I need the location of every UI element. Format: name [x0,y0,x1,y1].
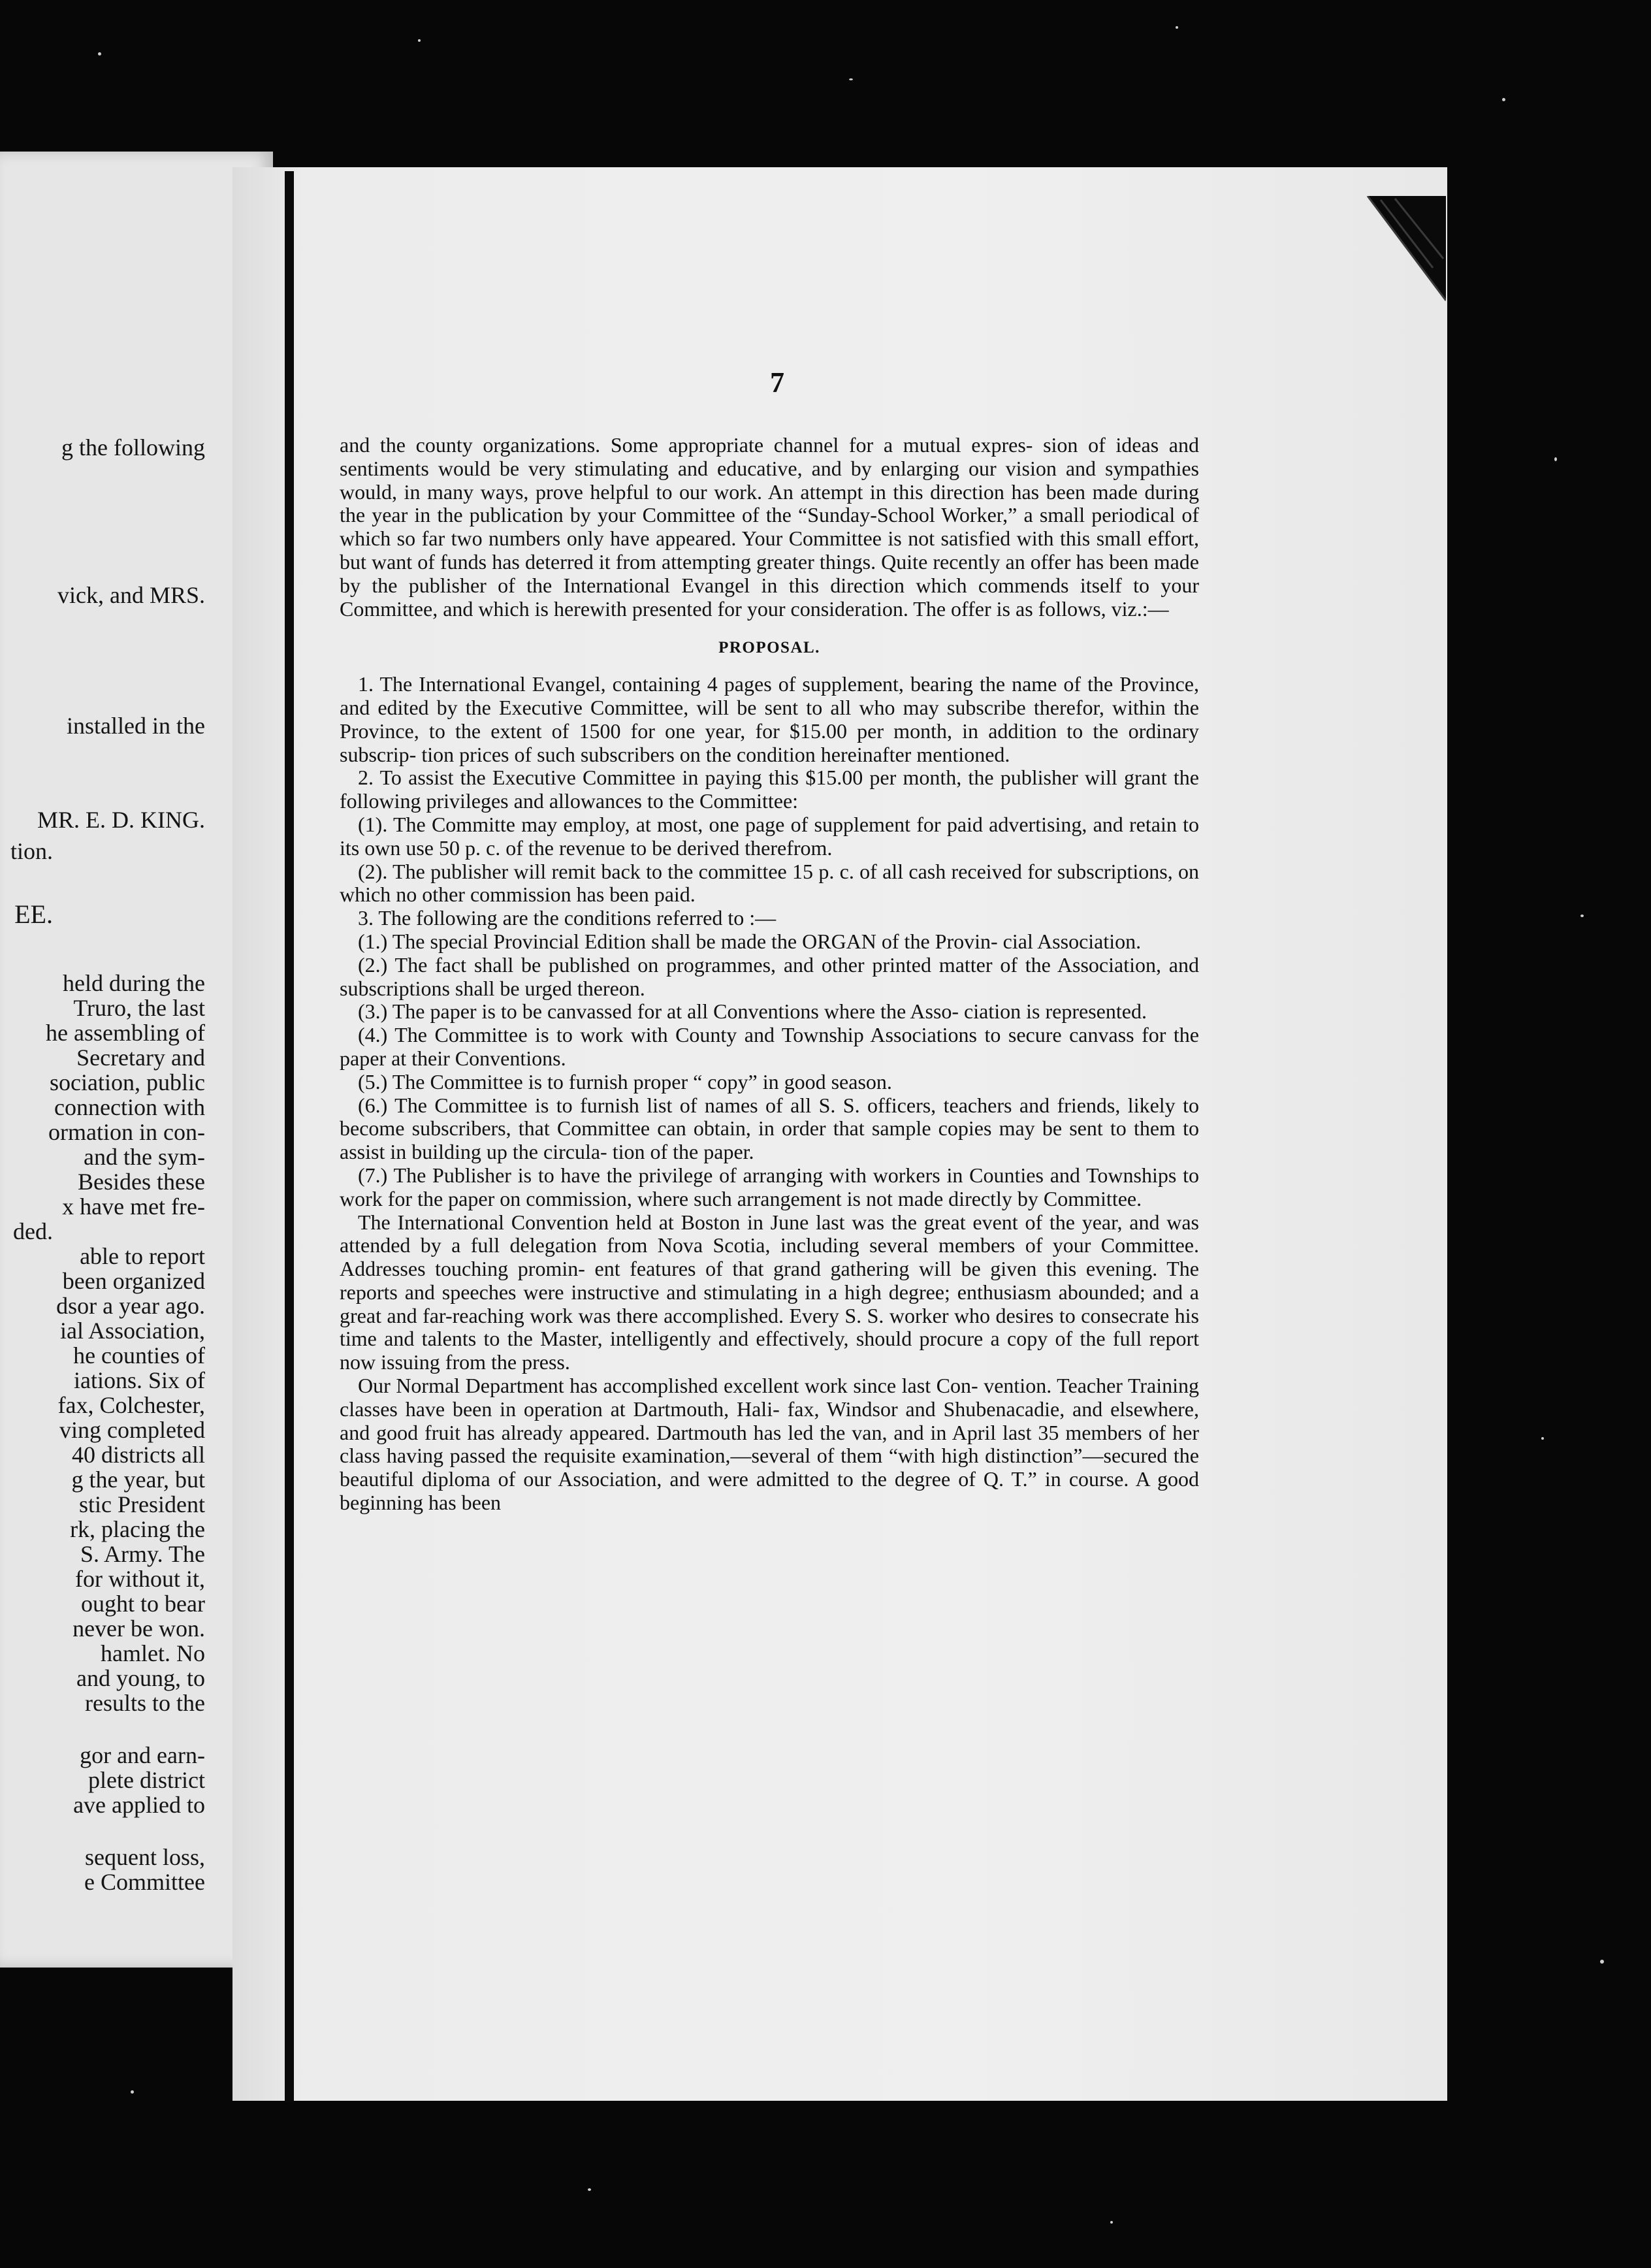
left-line: iations. Six of [73,1367,205,1393]
left-line: connection with [54,1094,205,1120]
left-line: hamlet. No [101,1640,205,1666]
condition-6: (6.) The Committee is to furnish list of names of all S. S. officers, teachers and friends, likely to become subscribers, that Committee can obtain, in order that sample copies may be sent to them to assist in building up the circula- tion of the paper. [340,1093,1199,1164]
left-line: 40 districts all [72,1442,205,1468]
left-line: never be won. [72,1615,205,1642]
left-line: sequent loss, [85,1844,205,1870]
paragraph-convention: The International Convention held at Boston in June last was the great event of the year, and was attended by a full delegation from Nova Scotia, including several members of your Committee. Addresses touching promin- ent features of that grand gathering will be given this evening. The reports and speeches were instructive and stimulating in a high degree; enthusiasm abounded; and a great and far-reaching work was there accomplished. Every S. S. worker who desires to consecrate his time and talents to the Master, intelligently and effectively, should procure a copy of the full report now issuing from the press. [340,1210,1199,1374]
dust-speck [588,2188,591,2191]
left-line: ving completed [59,1417,205,1443]
dust-speck [1554,457,1557,461]
left-line: Secretary and [76,1045,205,1071]
condition-1: (1.) The special Provincial Edition shall be made the ORGAN of the Provin- cial Association. [358,929,1142,953]
proposal-heading: PROPOSAL. [718,639,820,657]
condition-4: (4.) The Committee is to work with County and Township Associations to secure canvass for the paper at their Conventions. [340,1023,1199,1070]
left-line: and young, to [76,1665,205,1691]
left-line: ormation in con- [48,1119,205,1145]
dust-speck [1110,2221,1113,2224]
left-line: g the following [61,434,205,461]
proposal-privilege-1: (1). The Committe may employ, at most, one page of supplement for paid advertising, and retain to its own use 50 p. c. of the revenue to be derived therefrom. [340,812,1199,860]
dust-speck [418,39,421,42]
left-line: tion. [10,838,53,864]
left-line: Truro, the last [73,995,205,1021]
dust-speck [1600,1960,1604,1964]
left-line: g the year, but [71,1466,205,1493]
left-line: ial Association, [60,1318,205,1344]
left-line: e Committee [84,1869,205,1895]
left-line: S. Army. The [80,1541,205,1567]
dust-speck [849,78,853,80]
left-line: he assembling of [46,1020,205,1046]
left-line: been organized [62,1268,205,1294]
left-line: MR. E. D. KING. [37,807,205,833]
left-line: dsor a year ago. [56,1293,205,1319]
proposal-privilege-2: (2). The publisher will remit back to the committee 15 p. c. of all cash received for subscriptions, on which no other commission has been paid. [340,859,1199,907]
left-line: held during the [63,970,205,996]
left-line: ded. [13,1218,53,1244]
condition-3: (3.) The paper is to be canvassed for at all Conventions where the Asso- ciation is represented. [358,999,1147,1024]
left-line: he counties of [73,1342,205,1369]
left-line: installed in the [67,713,205,739]
left-line: fax, Colchester, [57,1392,205,1418]
left-line: vick, and MRS. [57,582,205,608]
proposal-item-1: 1. The International Evangel, containing 4 pages of supplement, bearing the name of the Province, and edited by the Executive Committee, will be sent to all who may subscribe therefor, within the Province, to the extent of 1500 for one year, for $15.00 per month, in addition to the ordinary subscrip- tion prices of such subscribers on the condition hereinafter mentioned. [340,672,1199,766]
left-line: able to report [80,1243,205,1269]
left-line: Besides these [78,1169,205,1195]
condition-7: (7.) The Publisher is to have the privilege of arranging with workers in Counties and Townships to work for the paper on commission, where such arrangement is not made directly by Committee. [340,1163,1199,1210]
condition-5: (5.) The Committee is to furnish proper “ copy” in good season. [358,1069,892,1094]
condition-2: (2.) The fact shall be published on programmes, and other printed matter of the Association, and subscriptions shall be urged thereon. [340,952,1199,1000]
left-line: ought to bear [81,1591,205,1617]
paragraph-intro: and the county organizations. Some appropriate channel for a mutual expres- sion of ideas and sentiments would be very stimulating and educative, and by enlarging our vision and sympathies would, in many ways, prove helpful to our work. An attempt in this direction has been made during the year in the publication by your Committee of the “Sunday-School Worker,” a small periodical of which so far two numbers only have appeared. Your Committee is not satisfied with this small effort, but want of funds has deterred it from attempting greater things. Quite recently an offer has been made by the publisher of the International Evangel in this direction which commends itself to your Committee, and which is herewith presented for your consideration. The offer is as follows, viz.:— [340,433,1199,621]
dust-speck [98,52,101,56]
left-line: ave applied to [73,1792,205,1818]
dust-speck [1541,1437,1544,1440]
dust-speck [1580,915,1584,917]
dust-speck [1176,26,1178,29]
page-number: 7 [770,366,784,398]
page-corner-fold [1354,196,1446,314]
left-line: results to the [85,1690,205,1716]
left-line: plete district [88,1767,205,1793]
left-line: and the sym- [84,1144,205,1170]
left-line: EE. [14,899,53,929]
proposal-item-3: 3. The following are the conditions referred to :— [358,906,777,930]
left-line: x have met fre- [62,1193,205,1220]
dust-speck [131,2090,134,2094]
paragraph-normal-department: Our Normal Department has accomplished excellent work since last Con- vention. Teacher Training classes have been in operation at Dartmouth, Hali- fax, Windsor and Shubenacadie, and elsewhere, and good fruit has already appeared. Dartmouth has led the van, and in April last 35 members of her class having passed the requisite examination,—several of them “with high distinction”—secured the beautiful diploma of our Association, and were admitted to the degree of Q. T.” in course. A good beginning has been [340,1374,1199,1515]
left-line: rk, placing the [70,1516,205,1542]
left-line: gor and earn- [80,1742,205,1768]
page-spine-edge [285,171,294,2102]
left-line: for without it, [75,1566,205,1592]
proposal-item-2: 2. To assist the Executive Committee in paying this $15.00 per month, the publisher will grant the following privileges and allowances to the Committee: [340,766,1199,813]
left-line: stic President [79,1491,205,1517]
page-body [340,434,1199,1515]
left-line: sociation, public [50,1069,205,1095]
dust-speck [1502,98,1505,101]
